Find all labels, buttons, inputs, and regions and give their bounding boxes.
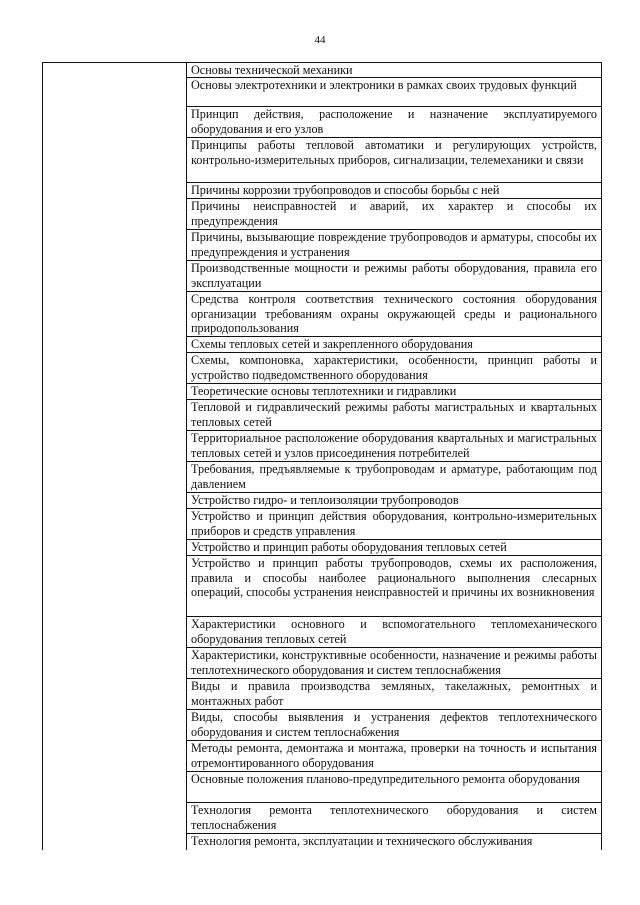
table-cell: Виды, способы выявления и устранения дефектов теплотехнического оборудования и систем теплоснабжения [187,710,602,741]
table-cell: Принцип действия, расположение и назначение эксплуатируемого оборудования и его узлов [187,107,602,138]
table-cell: Производственные мощности и режимы работы оборудования, правила его эксплуатации [187,261,602,292]
table-cell: Характеристики основного и вспомогательного тепломеханического оборудования тепловых сетей [187,617,602,648]
table-cell: Технология ремонта теплотехнического оборудования и систем теплоснабжения [187,803,602,834]
table-cell: Устройство и принцип действия оборудования, контрольно-измерительных приборов и средств управления [187,509,602,540]
table-cell: Основы технической механики [187,63,602,78]
table-cell: Принципы работы тепловой автоматики и регулирующих устройств, контрольно-измерительных приборов, сигнализации, телемеханики и связи [187,138,602,183]
table-cell: Схемы тепловых сетей и закрепленного оборудования [187,337,602,353]
table-cell: Основы электротехники и электроники в рамках своих трудовых функций [187,78,602,107]
table-cell: Основные положения планово-предупредительного ремонта оборудования [187,772,602,803]
left-empty-cell [43,63,187,850]
table-row [43,63,602,78]
table-cell: Причины неисправностей и аварий, их характер и способы их предупреждения [187,199,602,230]
table-cell: Технология ремонта, эксплуатации и технического обслуживания [187,834,602,850]
page-number: 44 [314,34,326,46]
table-cell: Характеристики, конструктивные особенности, назначение и режимы работы теплотехнического оборудования и систем теплоснабжения [187,648,602,679]
knowledge-table [42,62,602,850]
table-cell: Тепловой и гидравлический режимы работы магистральных и квартальных тепловых сетей [187,400,602,431]
table-cell: Требования, предъявляемые к трубопроводам и арматуре, работающим под давлением [187,462,602,493]
table-cell: Устройство гидро- и теплоизоляции трубопроводов [187,493,602,509]
table-cell: Причины, вызывающие повреждение трубопроводов и арматуры, способы их предупреждения и устранения [187,230,602,261]
table-cell: Территориальное расположение оборудования квартальных и магистральных тепловых сетей и узлов присоединения потребителей [187,431,602,462]
table-cell: Устройство и принцип работы оборудования тепловых сетей [187,540,602,556]
table-cell: Методы ремонта, демонтажа и монтажа, проверки на точность и испытания отремонтированного оборудования [187,741,602,772]
table-cell: Виды и правила производства земляных, такелажных, ремонтных и монтажных работ [187,679,602,710]
table-cell: Теоретические основы теплотехники и гидравлики [187,384,602,400]
table-cell: Причины коррозии трубопроводов и способы борьбы с ней [187,183,602,199]
table-cell: Схемы, компоновка, характеристики, особенности, принцип работы и устройство подведомственного оборудования [187,353,602,384]
table-cell: Средства контроля соответствия технического состояния оборудования организации требованиям охраны окружающей среды и рационального природопользования [187,292,602,337]
table-cell: Устройство и принцип работы трубопроводов, схемы их расположения, правила и способы наиболее рационального выполнения слесарных операций, способы устранения неисправностей и причины их возникновения [187,556,602,617]
